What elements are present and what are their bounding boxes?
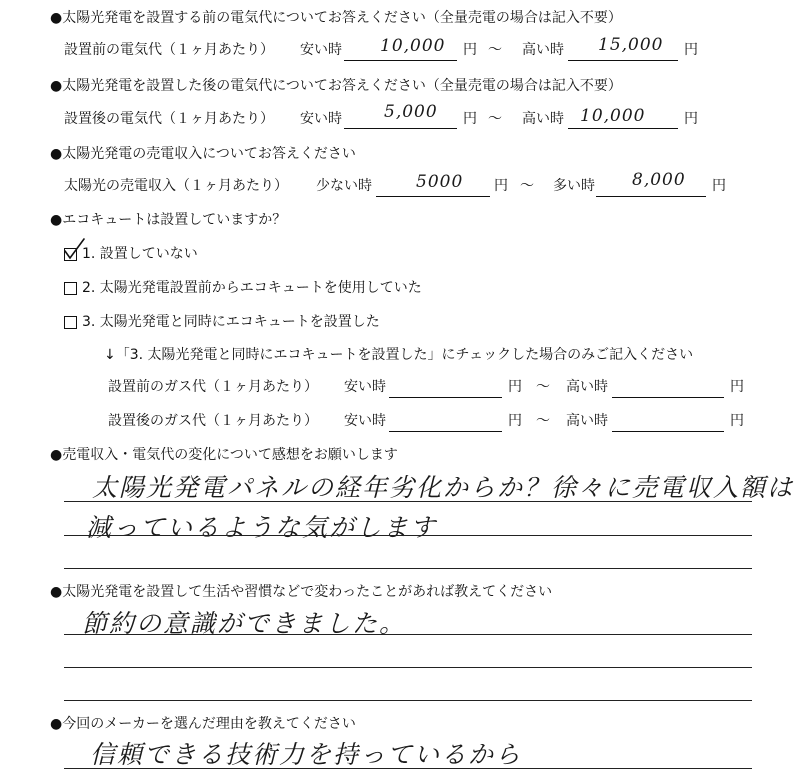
q7-title: ●今回のメーカーを選んだ理由を教えてください bbox=[50, 716, 356, 732]
gas-before-label: 設置前のガス代（１ヶ月あたり） bbox=[108, 379, 318, 395]
gas-after-label: 設置後のガス代（１ヶ月あたり） bbox=[108, 413, 318, 429]
gas-after-low-label: 安い時 bbox=[344, 413, 386, 429]
q1-low-field[interactable] bbox=[344, 60, 457, 61]
gas-after-high-field[interactable] bbox=[612, 431, 724, 432]
q5-ruled-line-2[interactable] bbox=[64, 535, 752, 536]
q1-label: 設置前の電気代（１ヶ月あたり） bbox=[64, 42, 274, 58]
q3-title: ●太陽光発電の売電収入についてお答えください bbox=[50, 146, 356, 162]
gas-before-high-field[interactable] bbox=[612, 397, 724, 398]
q4-title: ●エコキュートは設置していますか？ bbox=[50, 212, 287, 228]
q3-low-label: 少ない時 bbox=[316, 178, 372, 194]
option-3-label: 3. 太陽光発電と同時にエコキュートを設置した bbox=[82, 314, 380, 330]
q5-answer-line-1: 太陽光発電パネルの経年劣化からか？徐々に売電収入額は bbox=[92, 473, 795, 502]
q5-ruled-line-3[interactable] bbox=[64, 568, 752, 569]
q2-unit2: 円 bbox=[684, 111, 698, 127]
q2-high-label: 高い時 bbox=[522, 111, 564, 127]
q1-low-value: 10,000 bbox=[380, 36, 446, 56]
gas-after-low-field[interactable] bbox=[389, 431, 502, 432]
gas-after-tilde: ～ bbox=[536, 413, 550, 429]
gas-before-unit1: 円 bbox=[508, 379, 522, 395]
q2-high-field[interactable] bbox=[568, 128, 678, 129]
q2-low-value: 5,000 bbox=[384, 102, 438, 122]
q7-answer-line-1: 信頼できる技術力を持っているから bbox=[90, 740, 523, 769]
q1-high-value: 15,000 bbox=[598, 35, 664, 55]
q7-ruled-line-1[interactable] bbox=[64, 768, 752, 769]
q6-ruled-line-1[interactable] bbox=[64, 634, 752, 635]
gas-before-tilde: ～ bbox=[536, 379, 550, 395]
gas-after-unit2: 円 bbox=[730, 413, 744, 429]
q3-tilde: ～ bbox=[520, 178, 534, 194]
q3-high-field[interactable] bbox=[596, 196, 706, 197]
q2-title: ●太陽光発電を設置した後の電気代についてお答えください（全量売電の場合は記入不要） bbox=[50, 78, 622, 94]
q6-ruled-line-2[interactable] bbox=[64, 667, 752, 668]
q3-label: 太陽光の売電収入（１ヶ月あたり） bbox=[64, 178, 288, 194]
q6-title: ●太陽光発電を設置して生活や習慣などで変わったことがあれば教えてください bbox=[50, 584, 553, 600]
q3-unit1: 円 bbox=[494, 178, 508, 194]
q3-high-label: 多い時 bbox=[553, 178, 595, 194]
option-2-label: 2. 太陽光発電設置前からエコキュートを使用していた bbox=[82, 280, 422, 296]
option-3-checkbox[interactable] bbox=[64, 316, 77, 329]
q1-title: ●太陽光発電を設置する前の電気代についてお答えください（全量売電の場合は記入不要） bbox=[50, 10, 622, 26]
q2-unit1: 円 bbox=[463, 111, 477, 127]
q1-unit2: 円 bbox=[684, 42, 698, 58]
q5-title: ●売電収入・電気代の変化について感想をお願いします bbox=[50, 447, 398, 463]
option-1-label: 1. 設置していない bbox=[82, 246, 198, 262]
q2-label: 設置後の電気代（１ヶ月あたり） bbox=[64, 111, 274, 127]
q6-answer-line-1: 節約の意識ができました。 bbox=[82, 609, 407, 638]
q2-high-value: 10,000 bbox=[580, 106, 646, 126]
gas-before-low-label: 安い時 bbox=[344, 379, 386, 395]
q6-ruled-line-3[interactable] bbox=[64, 700, 752, 701]
gas-before-high-label: 高い時 bbox=[566, 379, 608, 395]
gas-after-high-label: 高い時 bbox=[566, 413, 608, 429]
q3-low-field[interactable] bbox=[376, 196, 490, 197]
q2-low-label: 安い時 bbox=[300, 111, 342, 127]
q1-low-label: 安い時 bbox=[300, 42, 342, 58]
gas-after-unit1: 円 bbox=[508, 413, 522, 429]
q1-tilde: ～ bbox=[488, 42, 502, 58]
q2-low-field[interactable] bbox=[344, 128, 457, 129]
gas-note: ↓「3. 太陽光発電と同時にエコキュートを設置した」にチェックした場合のみご記入ください bbox=[104, 347, 694, 363]
q2-tilde: ～ bbox=[488, 111, 502, 127]
q1-high-label: 高い時 bbox=[522, 42, 564, 58]
q5-answer-line-2: 減っているような気がします bbox=[86, 513, 438, 542]
q3-unit2: 円 bbox=[712, 178, 726, 194]
q1-high-field[interactable] bbox=[568, 60, 678, 61]
option-2-checkbox[interactable] bbox=[64, 282, 77, 295]
q1-unit1: 円 bbox=[463, 42, 477, 58]
gas-before-low-field[interactable] bbox=[389, 397, 502, 398]
gas-before-unit2: 円 bbox=[730, 379, 744, 395]
q3-low-value: 5000 bbox=[416, 172, 464, 192]
q3-high-value: 8,000 bbox=[632, 170, 686, 190]
q5-ruled-line-1[interactable] bbox=[64, 501, 752, 502]
